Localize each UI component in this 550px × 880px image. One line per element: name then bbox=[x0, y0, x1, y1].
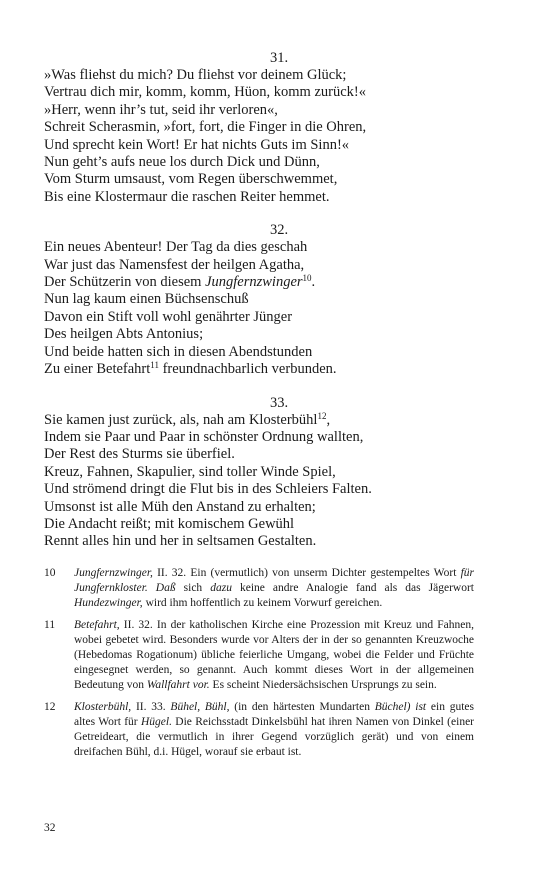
footnote bbox=[44, 618, 474, 694]
footnote-ref: 12 bbox=[317, 410, 327, 421]
page-number: 32 bbox=[44, 822, 56, 834]
verse-line bbox=[44, 533, 514, 550]
verse-line bbox=[44, 84, 514, 101]
verse-line bbox=[44, 291, 514, 308]
text-segment: sich bbox=[175, 582, 211, 595]
footnote-ref: 10 bbox=[302, 273, 312, 284]
verse-line bbox=[44, 309, 514, 326]
footnotes bbox=[44, 566, 474, 766]
text-segment: Nun lag kaum einen Büchsenschuß bbox=[44, 291, 249, 308]
text-segment: War just das Namensfest der heilgen Agatha, bbox=[44, 256, 305, 273]
stanza bbox=[44, 395, 514, 551]
stanza-number: 31. bbox=[269, 50, 289, 66]
text-segment: (in den härtesten Mundarten bbox=[229, 700, 375, 713]
verse-line bbox=[44, 154, 514, 171]
italic-text: Jungfernzwinger bbox=[205, 274, 303, 291]
verse-line bbox=[44, 257, 514, 274]
text-segment: Umsonst ist alle Müh den Anstand zu erhalten; bbox=[44, 498, 316, 515]
stanza bbox=[44, 222, 514, 378]
text-segment: Der Schützerin von diesem bbox=[44, 274, 206, 291]
italic-text: Hundezwinger, bbox=[74, 597, 143, 610]
italic-text: Bühel, Bühl, bbox=[170, 700, 230, 713]
poem-body bbox=[44, 50, 514, 567]
footnote bbox=[44, 700, 474, 761]
text-segment: Schreit Scherasmin, »fort, fort, die Finger in die Ohren, bbox=[44, 119, 367, 136]
text-segment: II. 33. bbox=[131, 700, 171, 713]
italic-text: Jungfernzwinger, bbox=[74, 567, 153, 579]
italic-text: Wallfahrt vor. bbox=[146, 679, 210, 692]
text-segment: Nun geht’s aufs neue los durch Dick und Dünn, bbox=[44, 154, 320, 171]
italic-text: Hügel. bbox=[140, 715, 172, 728]
verse-line bbox=[44, 464, 514, 481]
text-segment: II. 32. Ein (vermutlich) von unserm Dichter gestempeltes Wort bbox=[152, 567, 461, 579]
text-segment: . bbox=[311, 274, 316, 291]
text-segment: »Was fliehst du mich? Du fliehst vor deinem Glück; bbox=[44, 67, 347, 83]
verse-line bbox=[44, 274, 514, 291]
text-segment: Davon ein Stift voll wohl genährter Jünger bbox=[44, 308, 293, 325]
italic-text: Klosterbühl, bbox=[74, 700, 132, 713]
text-segment: Rennt alles hin und her in seltsamen Gestalten. bbox=[44, 533, 317, 550]
verse-line bbox=[44, 171, 514, 188]
text-segment: Es scheint Niedersächsischen Ursprungs zu sein. bbox=[209, 679, 437, 692]
verse-line bbox=[44, 67, 514, 84]
text-segment: Vom Sturm umsaust, vom Regen überschwemmet, bbox=[44, 171, 338, 188]
stanza-number: 33. bbox=[269, 394, 289, 411]
text-segment: keine andre Analogie fand als das Jägerwort bbox=[231, 582, 475, 595]
italic-text: Betefahrt, bbox=[74, 618, 120, 631]
text-segment: freundnachbarlich verbunden. bbox=[158, 361, 337, 378]
stanza bbox=[44, 50, 514, 206]
verse-line bbox=[44, 481, 514, 498]
verse-line bbox=[44, 102, 514, 119]
text-segment: Ein neues Abenteur! Der Tag da dies geschah bbox=[44, 239, 308, 256]
verse-line bbox=[44, 137, 514, 154]
footnote bbox=[44, 566, 474, 612]
text-segment: Die Reichsstadt Dinkelsbühl hat ihren Namen von Dinkel (einer Getreideart, die vermutlich in ihrer Gegend vorzüglich gerät) und von einem dreifachen Bühl, d.i. Hügel, worauf sie erbaut ist. bbox=[74, 715, 474, 759]
verse-line bbox=[44, 499, 514, 516]
italic-text: für Jungfernkloster. Daß bbox=[74, 567, 474, 595]
text-segment: Die Andacht reißt; mit komischem Gewühl bbox=[44, 515, 295, 532]
text-segment: Und beide hatten sich in diesen Abendstunden bbox=[44, 343, 313, 360]
italic-text: Büchel) ist bbox=[374, 700, 427, 713]
verse-line bbox=[44, 429, 514, 446]
text-segment: wird ihm hoffentlich zu keinem Vorwurf gereichen. bbox=[142, 597, 383, 610]
verse-line bbox=[44, 516, 514, 533]
footnote-ref: 11 bbox=[150, 360, 159, 371]
footnote-number: 10 bbox=[44, 567, 56, 579]
text-segment: Und sprecht kein Wort! Er hat nichts Guts im Sinn!« bbox=[44, 136, 350, 153]
text-segment: ein gutes altes Wort für bbox=[74, 700, 474, 728]
text-segment: Bis eine Klostermaur die raschen Reiter hemmet. bbox=[44, 188, 330, 205]
text-segment: Sie kamen just zurück, als, nah am Klosterbühl bbox=[44, 411, 318, 428]
verse-line bbox=[44, 361, 514, 378]
verse-line bbox=[44, 326, 514, 343]
verse-line bbox=[44, 239, 514, 256]
footnote-text bbox=[74, 700, 474, 761]
text-segment: »Herr, wenn ihr’s tut, seid ihr verloren«, bbox=[44, 101, 278, 118]
footnote-number: 11 bbox=[44, 618, 56, 631]
text-segment: , bbox=[326, 411, 331, 428]
footnote-text bbox=[74, 566, 474, 612]
text-segment: Des heilgen Abts Antonius; bbox=[44, 326, 204, 343]
stanza-number: 32. bbox=[269, 222, 289, 239]
verse-line bbox=[44, 189, 514, 206]
text-segment: Und strömend dringt die Flut bis in des Schleiers Falten. bbox=[44, 481, 372, 498]
verse-line bbox=[44, 446, 514, 463]
verse-line bbox=[44, 119, 514, 136]
italic-text: dazu bbox=[210, 582, 232, 595]
verse-line bbox=[44, 412, 514, 429]
text-segment: Kreuz, Fahnen, Skapulier, sind toller Winde Spiel, bbox=[44, 463, 336, 480]
verse-line bbox=[44, 344, 514, 361]
text-segment: Zu einer Betefahrt bbox=[44, 361, 151, 378]
text-segment: II. 32. In der katholischen Kirche eine Prozession mit Kreuz und Fahnen, wobei gebetet wird. Besonders wurde vor Alters der in der so genannten Kreuzwoche (Hebedomas Rogationum) übliche feierliche Umgang, wobei die Felder und Früchte eingesegnet werden, so genannt. Auch kommt dieses Wort in der allgemeinen Bedeutung von bbox=[74, 618, 474, 692]
text-segment: Vertrau dich mir, komm, komm, Hüon, komm zurück!« bbox=[44, 84, 366, 101]
footnote-number: 12 bbox=[44, 700, 56, 713]
footnote-text bbox=[74, 618, 474, 694]
text-segment: Der Rest des Sturms sie überfiel. bbox=[44, 446, 235, 463]
text-segment: Indem sie Paar und Paar in schönster Ordnung wallten, bbox=[44, 428, 364, 445]
